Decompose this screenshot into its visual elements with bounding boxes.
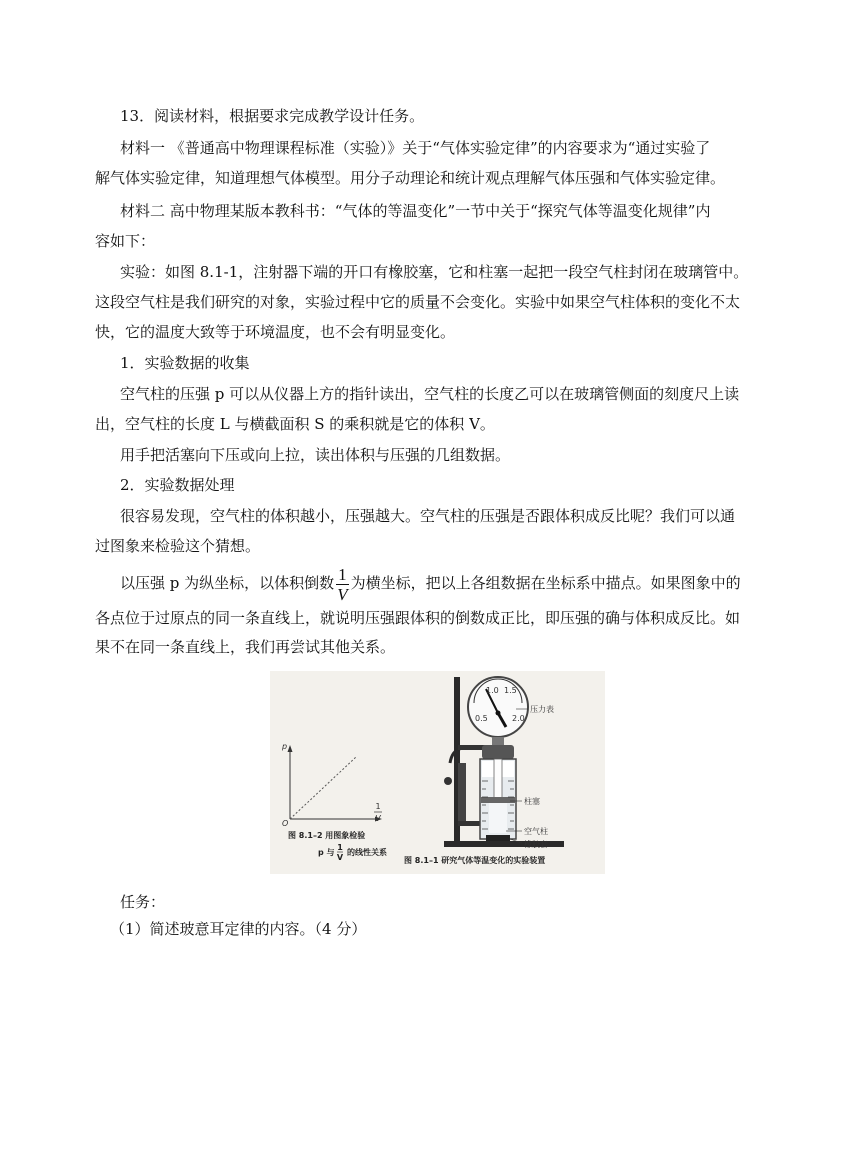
section2-para2-line3: 果不在同一条直线上，我们再尝试其他关系。 <box>95 638 396 656</box>
para2-text-b: 为横坐标，把以上各组数据在坐标系中描点。如果图象中的 <box>350 574 741 592</box>
label-piston: 柱塞 <box>524 797 540 806</box>
rubber-stopper <box>486 835 510 841</box>
gauge-mark-1: 0.5 <box>475 714 488 723</box>
left-caption-text-a: p 与 <box>318 848 335 857</box>
question-title: 13．阅读材料，根据要求完成教学设计任务。 <box>120 107 425 125</box>
experiment-line2: 这段空气柱是我们研究的对象，实验过程中它的质量不会变化。实验中如果空气柱体积的变化不太 <box>95 293 741 311</box>
graph-origin-label: O <box>282 819 289 828</box>
graph-y-label: p <box>282 742 288 751</box>
material-one-line1: 材料一 《普通高中物理课程标准（实验）》关于“气体实验定律”的内容要求为“通过实验了 <box>120 139 711 157</box>
section2-para1-line1: 很容易发现，空气柱的体积越小，压强越大。空气柱的压强是否跟体积成反比呢？我们可以通 <box>120 507 736 525</box>
clamp-bracket <box>458 763 466 823</box>
pv-graph <box>281 742 387 862</box>
experiment-line3: 快，它的温度大致等于环境温度，也不会有明显变化。 <box>95 323 456 341</box>
section2-para2-line1 <box>120 561 741 605</box>
section2-para1-line2: 过图象来检验这个猜想。 <box>95 537 261 555</box>
section1-title: 1．实验数据的收集 <box>120 354 250 372</box>
label-rubber: 橡胶套 <box>524 840 548 849</box>
section1-para1-line1: 空气柱的压强 p 可以从仪器上方的指针读出，空气柱的长度乙可以在玻璃管侧面的刻度尺上读 <box>120 385 740 403</box>
left-caption-frac-den: V <box>336 853 344 862</box>
gauge-mark-2: 1.0 <box>486 686 499 695</box>
apparatus <box>404 677 564 865</box>
graph-dashed-line <box>290 757 356 819</box>
air-column <box>489 803 507 833</box>
gauge-mark-3: 1.5 <box>504 686 517 695</box>
task-title: 任务： <box>120 893 166 911</box>
left-caption-frac-num: 1 <box>337 843 343 852</box>
gauge-mark-4: 2.0 <box>512 714 525 723</box>
left-caption-line1: 图 8.1–2 用图象检验 <box>288 831 366 840</box>
section2-title: 2．实验数据处理 <box>120 476 235 494</box>
gauge-stem <box>492 737 504 745</box>
section1-para1-line2: 出，空气柱的长度 L 与横截面积 S 的乘积就是它的体积 V。 <box>95 415 495 433</box>
task-item-1: （1）简述玻意耳定律的内容。（4 分） <box>110 920 367 938</box>
right-caption: 图 8.1–1 研究气体等温变化的实验装置 <box>404 856 546 865</box>
upper-clamp <box>458 745 486 750</box>
section2-para2-line2: 各点位于过原点的同一条直线上，就说明压强跟体积的倒数成正比，即压强的确与体积成反比。如 <box>95 609 741 627</box>
gauge-pivot-icon <box>496 711 501 716</box>
material-one-line2: 解气体实验定律，知道理想气体模型。用分子动理论和统计观点理解气体压强和气体实验定律。 <box>95 169 726 187</box>
piston-rod <box>494 759 502 799</box>
clamp-knob-icon <box>444 777 452 785</box>
fraction-denominator: V <box>337 584 348 604</box>
gauge-connector <box>482 745 514 759</box>
y-axis-arrow-icon <box>288 745 293 752</box>
left-caption-text-b: 的线性关系 <box>347 848 387 857</box>
material-two-line2: 容如下： <box>95 232 156 250</box>
inverse-volume-fraction <box>336 566 349 603</box>
section1-para2: 用手把活塞向下压或向上拉，读出体积与压强的几组数据。 <box>120 446 511 464</box>
material-two-line1: 材料二 高中物理某版本教科书：“气体的等温变化”一节中关于“探究气体等温变化规律”内 <box>120 202 711 220</box>
para2-text-a: 以压强 p 为纵坐标，以体积倒数 <box>120 574 335 592</box>
label-gauge: 压力表 <box>530 705 554 714</box>
graph-x-denominator: V <box>375 814 381 823</box>
piston <box>481 797 515 803</box>
fraction-numerator: 1 <box>338 564 347 584</box>
label-air: 空气柱 <box>524 827 548 836</box>
figure-image <box>270 671 605 874</box>
graph-x-numerator: 1 <box>375 802 381 811</box>
experiment-line1: 实验：如图 8.1-1，注射器下端的开口有橡胶塞，它和柱塞一起把一段空气柱封闭在玻璃管中。 <box>120 263 749 281</box>
figure-svg <box>270 671 605 874</box>
